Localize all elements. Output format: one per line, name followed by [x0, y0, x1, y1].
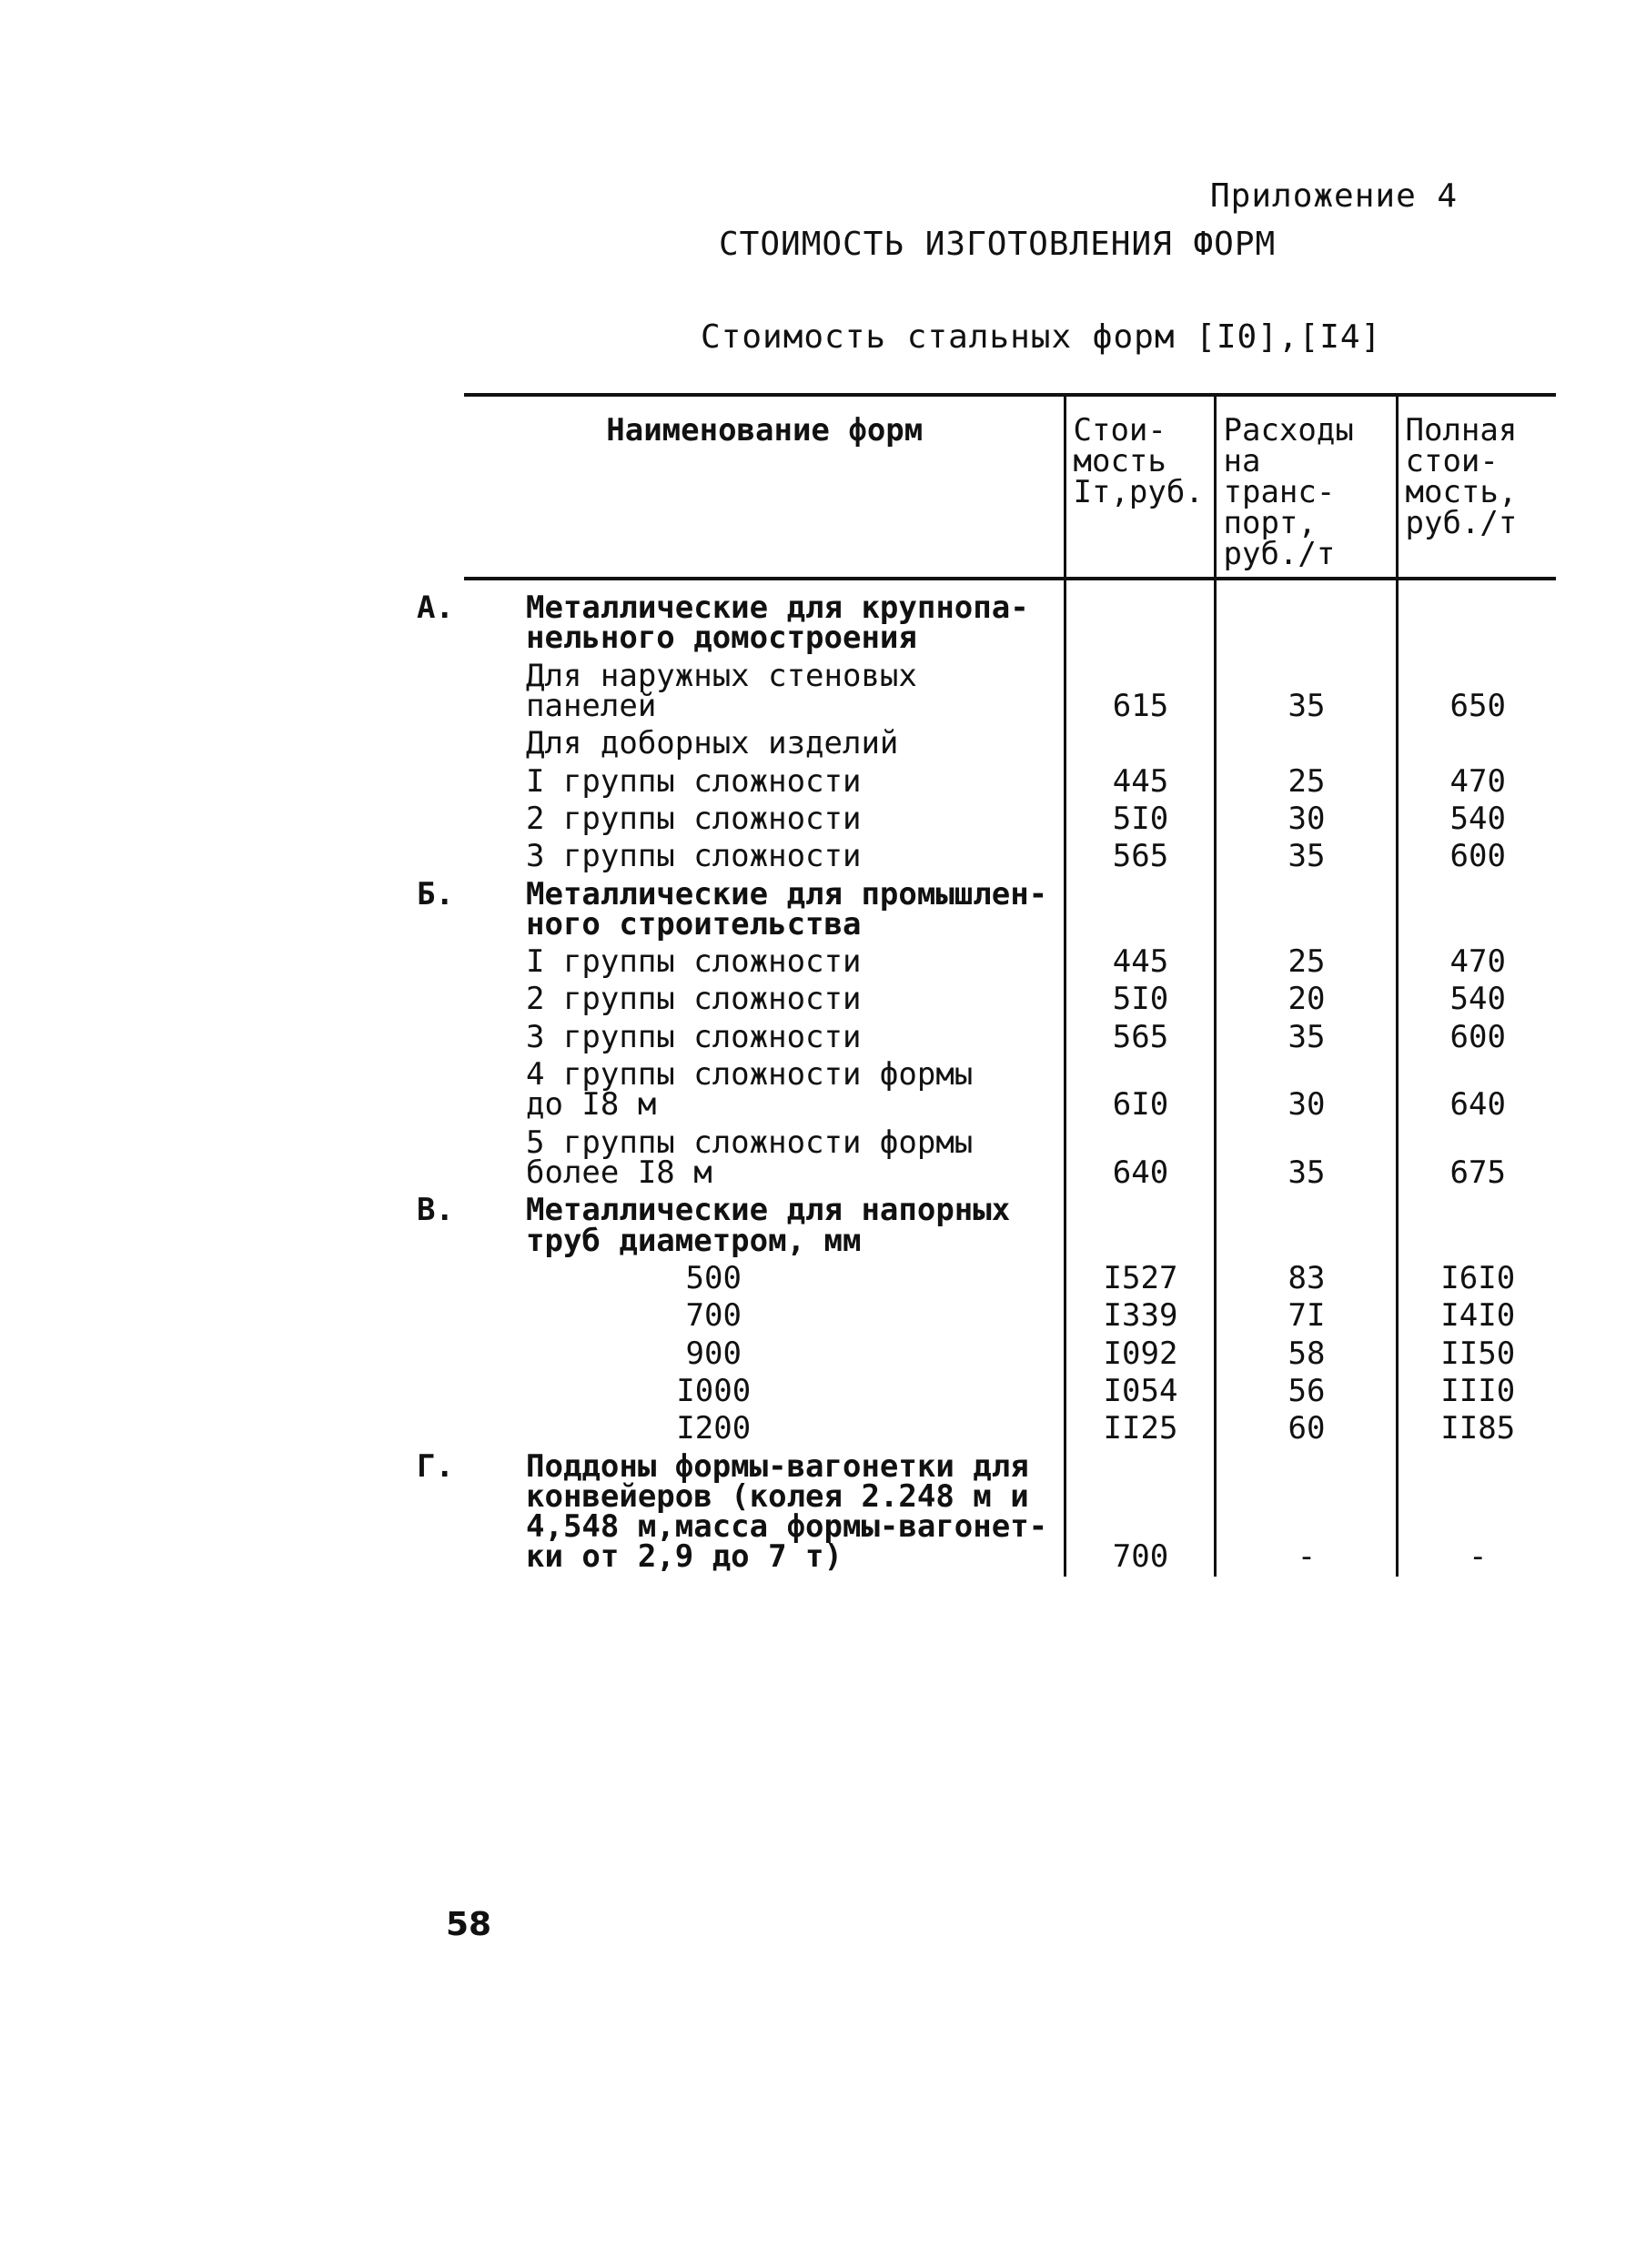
row-transport-cell: 56: [1215, 1373, 1397, 1410]
row-cost-cell: [1065, 579, 1215, 658]
row-total-cell: 470: [1397, 943, 1556, 981]
table-row: [464, 801, 1556, 838]
table-row: [464, 1297, 1556, 1335]
row-transport-cell: 20: [1215, 981, 1397, 1018]
row-transport-cell: -: [1215, 1448, 1397, 1577]
page-number: 58: [446, 1906, 492, 1943]
row-cost-cell: I339: [1065, 1297, 1215, 1335]
row-name-cell: 2 группы сложности: [526, 981, 862, 1018]
row-total-cell: [1397, 579, 1556, 658]
row-total-cell: I4I0: [1397, 1297, 1556, 1335]
table-row: [464, 763, 1556, 801]
section-letter: Г.: [417, 1447, 454, 1485]
row-total-cell: II50: [1397, 1336, 1556, 1373]
section-title: Металлические для крупнопа- нельного домостроения: [526, 590, 1029, 657]
row-cost-cell: [1065, 1192, 1215, 1260]
row-name-cell: Для доборных изделий: [526, 725, 899, 762]
row-cost-cell: 640: [1065, 1124, 1215, 1193]
row-transport-cell: 58: [1215, 1336, 1397, 1373]
row-cost-cell: [1065, 876, 1215, 944]
table-row: [464, 1373, 1556, 1410]
table-title: Стоимость стальных форм [I0],[I4]: [701, 318, 1382, 356]
row-total-cell: 650: [1397, 658, 1556, 726]
row-total-cell: 540: [1397, 801, 1556, 838]
row-cost-cell: I092: [1065, 1336, 1215, 1373]
row-total-cell: 640: [1397, 1056, 1556, 1124]
row-name-cell: I группы сложности: [526, 762, 862, 800]
table-row: [464, 943, 1556, 981]
row-transport-cell: 30: [1215, 801, 1397, 838]
row-name-cell: 700: [685, 1297, 742, 1335]
row-cost-cell: 615: [1065, 658, 1215, 726]
cost-table-container: [417, 393, 1556, 1577]
table-header-row: [464, 395, 1556, 579]
column-header-transport: Расходы на транс- порт, руб./т: [1215, 395, 1397, 579]
column-header-total: Полная стои- мость, руб./т: [1397, 395, 1556, 579]
table-row: [464, 876, 1556, 944]
section-title: Поддоны формы-вагонетки для конвейеров (колея 2.248 м и 4,548 м,масса формы-вагонет- ки от 2,9 до 7 т): [526, 1447, 1048, 1576]
row-cost-cell: 445: [1065, 943, 1215, 981]
row-total-cell: [1397, 725, 1556, 762]
section-letter: В.: [417, 1192, 454, 1229]
table-row: [464, 1124, 1556, 1193]
row-name-cell: Для наружных стеновых панелей: [526, 657, 917, 724]
row-transport-cell: [1215, 1192, 1397, 1260]
column-header-name: Наименование форм: [606, 412, 924, 449]
row-cost-cell: I527: [1065, 1260, 1215, 1297]
table-row: [464, 658, 1556, 726]
row-total-cell: III0: [1397, 1373, 1556, 1410]
row-transport-cell: 83: [1215, 1260, 1397, 1297]
row-name-cell: I000: [676, 1372, 752, 1409]
page-title: СТОИМОСТЬ ИЗГОТОВЛЕНИЯ ФОРМ: [719, 226, 1277, 263]
row-name-cell: 2 группы сложности: [526, 800, 862, 837]
section-letter: Б.: [417, 875, 454, 912]
row-name-cell: 3 группы сложности: [526, 838, 862, 875]
row-cost-cell: 700: [1065, 1448, 1215, 1577]
section-title: Металлические для напорных труб диаметром, мм: [526, 1192, 1011, 1259]
appendix-label: Приложение 4: [1210, 177, 1459, 215]
table-row: [464, 1448, 1556, 1577]
row-name-cell: 900: [685, 1335, 742, 1372]
row-transport-cell: 60: [1215, 1410, 1397, 1447]
row-cost-cell: 445: [1065, 763, 1215, 801]
row-transport-cell: [1215, 876, 1397, 944]
table-row: [464, 725, 1556, 762]
row-cost-cell: 6I0: [1065, 1056, 1215, 1124]
row-name-cell: [417, 1447, 1065, 1577]
section-title: Металлические для промышлен- ного строительства: [526, 875, 1048, 942]
row-transport-cell: [1215, 725, 1397, 762]
row-name-cell: I200: [676, 1410, 752, 1447]
row-total-cell: 540: [1397, 981, 1556, 1018]
section-letter: А.: [417, 590, 454, 626]
row-total-cell: [1397, 1192, 1556, 1260]
row-cost-cell: II25: [1065, 1410, 1215, 1447]
row-cost-cell: 565: [1065, 838, 1215, 875]
row-transport-cell: 25: [1215, 943, 1397, 981]
row-transport-cell: 35: [1215, 658, 1397, 726]
row-transport-cell: 30: [1215, 1056, 1397, 1124]
row-total-cell: 600: [1397, 838, 1556, 875]
cost-table: [417, 393, 1556, 1577]
table-row: [464, 1260, 1556, 1297]
row-name-cell: [417, 579, 1065, 658]
row-cost-cell: 565: [1065, 1019, 1215, 1056]
row-name-cell: 4 группы сложности формы до I8 м: [526, 1056, 974, 1124]
row-name-cell: 5 группы сложности формы более I8 м: [526, 1124, 974, 1191]
row-name-cell: [417, 1192, 1065, 1260]
row-total-cell: [1397, 876, 1556, 944]
row-transport-cell: 35: [1215, 1124, 1397, 1193]
row-total-cell: -: [1397, 1448, 1556, 1577]
row-total-cell: I6I0: [1397, 1260, 1556, 1297]
row-total-cell: II85: [1397, 1410, 1556, 1447]
row-name-cell: I группы сложности: [526, 943, 862, 981]
table-row: [464, 1336, 1556, 1373]
row-total-cell: 675: [1397, 1124, 1556, 1193]
row-cost-cell: [1065, 725, 1215, 762]
table-body: [417, 579, 1556, 1577]
table-row: [464, 579, 1556, 658]
row-total-cell: 600: [1397, 1019, 1556, 1056]
table-row: [464, 981, 1556, 1018]
table-row: [464, 838, 1556, 875]
row-cost-cell: 5I0: [1065, 981, 1215, 1018]
table-row: [464, 1019, 1556, 1056]
row-transport-cell: 35: [1215, 838, 1397, 875]
row-name-cell: 500: [685, 1259, 742, 1296]
table-row: [464, 1056, 1556, 1124]
table-row: [464, 1192, 1556, 1260]
row-transport-cell: 25: [1215, 763, 1397, 801]
table-row: [464, 1410, 1556, 1447]
row-total-cell: 470: [1397, 763, 1556, 801]
row-name-cell: 3 группы сложности: [526, 1018, 862, 1055]
row-cost-cell: I054: [1065, 1373, 1215, 1410]
column-header-cost: Стои- мость Iт,руб.: [1065, 395, 1215, 579]
row-name-cell: [417, 875, 1065, 944]
row-transport-cell: 35: [1215, 1019, 1397, 1056]
row-transport-cell: [1215, 579, 1397, 658]
row-transport-cell: 7I: [1215, 1297, 1397, 1335]
row-cost-cell: 5I0: [1065, 801, 1215, 838]
